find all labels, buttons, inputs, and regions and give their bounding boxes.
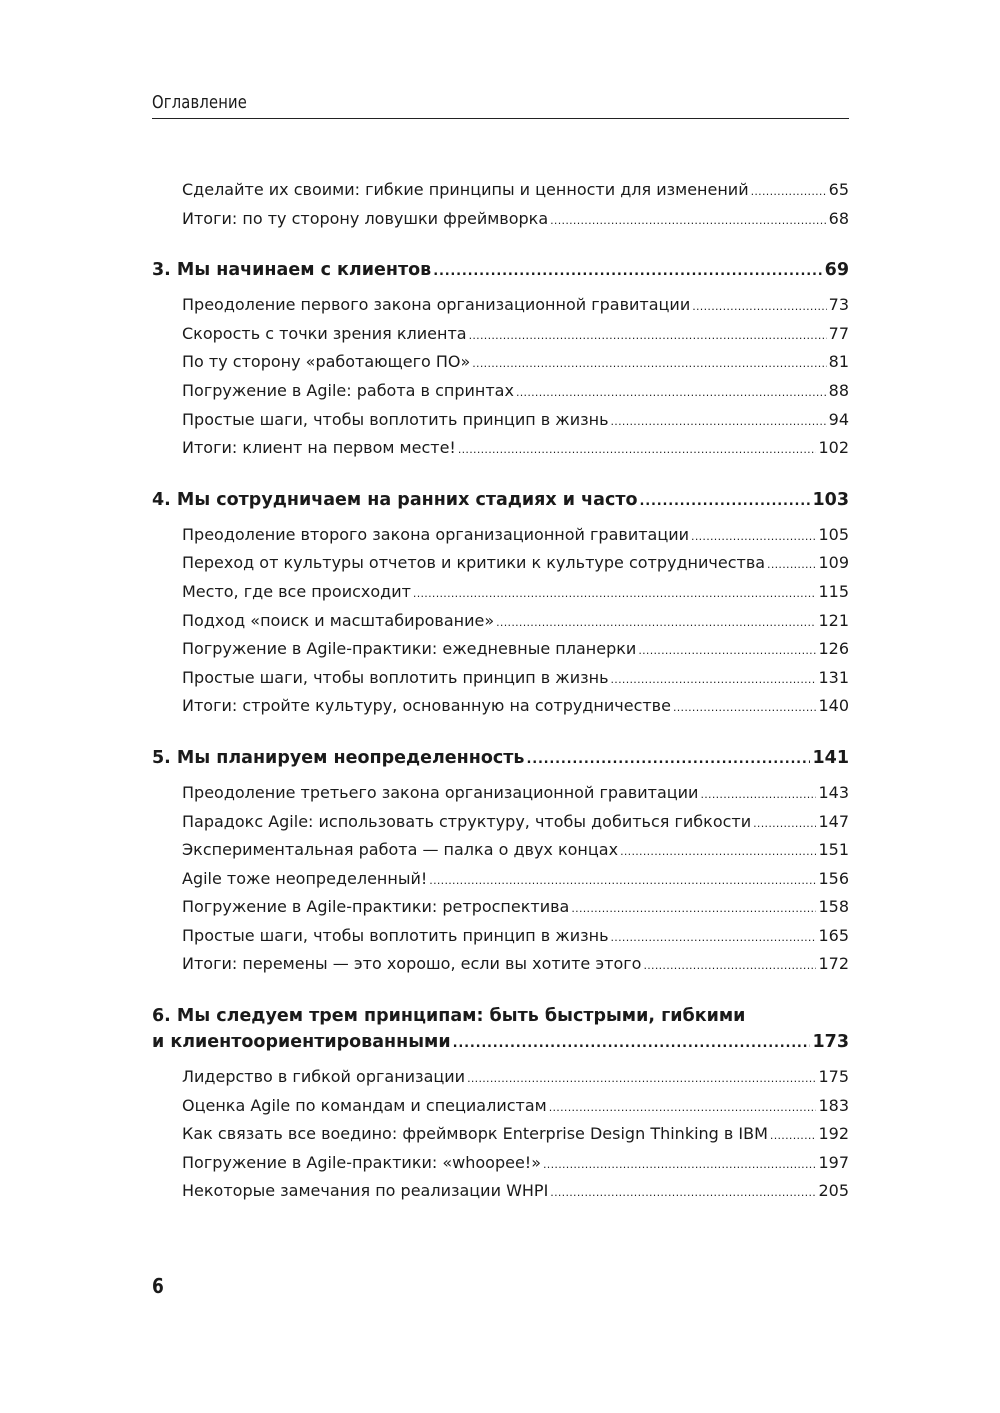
running-head-title: Оглавление bbox=[152, 92, 248, 113]
toc-entry-page: 158 bbox=[818, 897, 849, 917]
toc-entry-page: 140 bbox=[818, 696, 849, 716]
toc-entry bbox=[152, 836, 849, 865]
chapter-6-entries bbox=[152, 1063, 849, 1206]
toc-entry-title: Подход «поиск и масштабирование» bbox=[182, 610, 495, 630]
toc-entry-page: 143 bbox=[818, 782, 849, 802]
toc-entry-title: Экспериментальная работа — палка о двух концах bbox=[182, 840, 619, 860]
toc-entry-title: Место, где все происходит bbox=[182, 581, 411, 601]
dot-leader bbox=[770, 1122, 817, 1151]
toc-entry-title: Простые шаги, чтобы воплотить принцип в жизнь bbox=[182, 409, 609, 429]
chapter-title-line1: 6. Мы следуем трем принципам: быть быстрыми, гибкими bbox=[152, 1006, 746, 1027]
toc-entry-page: 81 bbox=[828, 352, 849, 372]
toc-entry-page: 205 bbox=[818, 1181, 849, 1201]
chapter-page: 141 bbox=[812, 747, 849, 768]
toc-entry-title: Итоги: перемены — это хорошо, если вы хотите этого bbox=[182, 954, 642, 974]
toc-entry-page: 147 bbox=[818, 811, 849, 831]
intro-section bbox=[152, 176, 849, 233]
chapter-page: 103 bbox=[812, 489, 849, 510]
toc-entry-title: Agile тоже неопределенный! bbox=[182, 868, 428, 888]
toc-entry bbox=[152, 434, 849, 463]
toc-entry bbox=[152, 865, 849, 894]
dot-leader bbox=[620, 838, 816, 867]
toc-entry bbox=[152, 578, 849, 607]
toc-entry-title: Сделайте их своими: гибкие принципы и ценности для изменений bbox=[182, 180, 749, 199]
dot-leader bbox=[549, 1094, 817, 1123]
running-head bbox=[152, 88, 849, 119]
chapter-4-entries bbox=[152, 521, 849, 721]
toc-entry-title: Итоги: клиент на первом месте! bbox=[182, 438, 456, 458]
dot-leader bbox=[550, 207, 827, 236]
toc-entry-title: Погружение в Agile-практики: ретроспектива bbox=[182, 897, 570, 917]
dot-leader bbox=[453, 1031, 811, 1057]
toc-entry-page: 94 bbox=[828, 409, 849, 429]
toc-entry bbox=[152, 1177, 849, 1206]
toc-entry bbox=[152, 521, 849, 550]
dot-leader bbox=[550, 1179, 816, 1208]
toc-entry bbox=[152, 1063, 849, 1092]
dot-leader bbox=[767, 551, 816, 580]
toc-entry bbox=[152, 779, 849, 808]
chapter-heading bbox=[152, 257, 849, 283]
dot-leader bbox=[751, 178, 827, 207]
toc-entry-title: Простые шаги, чтобы воплотить принцип в жизнь bbox=[182, 925, 609, 945]
toc-entry-title: Переход от культуры отчетов и критики к культуре сотрудничества bbox=[182, 553, 766, 573]
page-number: 6 bbox=[152, 1274, 164, 1298]
toc-entry-page: 172 bbox=[818, 954, 849, 974]
toc-entry bbox=[152, 1149, 849, 1178]
toc-entry bbox=[152, 320, 849, 349]
toc-entry-title: Оценка Agile по командам и специалистам bbox=[182, 1095, 547, 1115]
toc-entry bbox=[152, 406, 849, 435]
dot-leader bbox=[692, 293, 826, 322]
dot-leader bbox=[433, 259, 822, 285]
toc-entry bbox=[152, 692, 849, 721]
chapter-3 bbox=[152, 257, 849, 283]
dot-leader bbox=[526, 747, 810, 773]
toc-entry-title: Некоторые замечания по реализации WHPI bbox=[182, 1181, 549, 1201]
toc-entry-page: 77 bbox=[828, 323, 849, 343]
dot-leader bbox=[429, 867, 816, 896]
dot-leader bbox=[467, 1065, 816, 1094]
toc-entry-title: Преодоление первого закона организационной гравитации bbox=[182, 295, 691, 315]
toc-entry-page: 183 bbox=[818, 1095, 849, 1115]
chapter-5-entries bbox=[152, 779, 849, 979]
toc-entry bbox=[152, 1092, 849, 1121]
toc-entry bbox=[152, 205, 849, 234]
dot-leader bbox=[571, 895, 816, 924]
toc-entry bbox=[152, 1120, 849, 1149]
toc-entry bbox=[152, 377, 849, 406]
toc-entry-page: 131 bbox=[818, 667, 849, 687]
toc-entry-page: 105 bbox=[818, 524, 849, 544]
table-of-contents bbox=[152, 176, 849, 1206]
toc-entry-title: Итоги: стройте культуру, основанную на сотрудничестве bbox=[182, 696, 671, 716]
toc-entry-title: Лидерство в гибкой организации bbox=[182, 1067, 466, 1087]
dot-leader bbox=[413, 580, 817, 609]
chapter-page: 173 bbox=[812, 1032, 849, 1053]
toc-entry bbox=[152, 176, 849, 205]
toc-entry bbox=[152, 893, 849, 922]
toc-entry-title: Погружение в Agile: работа в спринтах bbox=[182, 380, 514, 400]
toc-entry-page: 73 bbox=[828, 295, 849, 315]
chapter-title: 4. Мы сотрудничаем на ранних стадиях и часто bbox=[152, 489, 638, 510]
chapter-3-entries bbox=[152, 291, 849, 463]
toc-entry-title: Как связать все воедино: фреймворк Enterprise Design Thinking в IBM bbox=[182, 1124, 768, 1144]
toc-entry-title: Преодоление третьего закона организационной гравитации bbox=[182, 782, 699, 802]
toc-entry-page: 65 bbox=[828, 180, 849, 199]
toc-entry-title: Итоги: по ту сторону ловушки фреймворка bbox=[182, 208, 549, 228]
dot-leader bbox=[673, 694, 817, 723]
chapter-title: и клиентоориентированными bbox=[152, 1032, 451, 1053]
toc-entry-page: 126 bbox=[818, 639, 849, 659]
toc-entry-page: 68 bbox=[828, 208, 849, 228]
dot-leader bbox=[611, 408, 827, 437]
chapter-heading bbox=[152, 1029, 849, 1055]
dot-leader bbox=[643, 952, 816, 981]
dot-leader bbox=[458, 436, 817, 465]
toc-entry-page: 102 bbox=[818, 438, 849, 458]
toc-entry-title: Парадокс Agile: использовать структуру, чтобы добиться гибкости bbox=[182, 811, 752, 831]
dot-leader bbox=[640, 489, 811, 515]
toc-entry bbox=[152, 348, 849, 377]
chapter-title: 5. Мы планируем неопределенность bbox=[152, 747, 525, 768]
toc-entry bbox=[152, 664, 849, 693]
toc-entry-page: 197 bbox=[818, 1152, 849, 1172]
toc-entry-page: 151 bbox=[818, 840, 849, 860]
toc-entry bbox=[152, 607, 849, 636]
dot-leader bbox=[496, 609, 816, 638]
toc-entry-page: 88 bbox=[828, 380, 849, 400]
toc-entry-title: Скорость с точки зрения клиента bbox=[182, 323, 467, 343]
toc-entry-title: Преодоление второго закона организационной гравитации bbox=[182, 524, 690, 544]
chapter-title: 3. Мы начинаем с клиентов bbox=[152, 260, 432, 281]
dot-leader bbox=[700, 781, 816, 810]
toc-entry-title: По ту сторону «работающего ПО» bbox=[182, 352, 471, 372]
chapter-heading bbox=[152, 745, 849, 771]
dot-leader bbox=[543, 1151, 816, 1180]
toc-entry bbox=[152, 922, 849, 951]
toc-entry bbox=[152, 291, 849, 320]
chapter-heading bbox=[152, 487, 849, 513]
dot-leader bbox=[469, 322, 827, 351]
toc-entry-title: Погружение в Agile-практики: ежедневные планерки bbox=[182, 639, 637, 659]
dot-leader bbox=[611, 924, 817, 953]
toc-entry-page: 192 bbox=[818, 1124, 849, 1144]
dot-leader bbox=[691, 523, 816, 552]
dot-leader bbox=[638, 637, 816, 666]
toc-entry-page: 175 bbox=[818, 1067, 849, 1087]
dot-leader bbox=[611, 666, 817, 695]
chapter-4 bbox=[152, 487, 849, 513]
dot-leader bbox=[753, 810, 816, 839]
dot-leader bbox=[516, 379, 827, 408]
toc-entry-title: Погружение в Agile-практики: «whoopee!» bbox=[182, 1152, 542, 1172]
toc-entry bbox=[152, 808, 849, 837]
toc-entry-page: 109 bbox=[818, 553, 849, 573]
toc-entry-page: 121 bbox=[818, 610, 849, 630]
toc-entry-title: Простые шаги, чтобы воплотить принцип в жизнь bbox=[182, 667, 609, 687]
chapter-6 bbox=[152, 1003, 849, 1055]
chapter-5 bbox=[152, 745, 849, 771]
toc-entry-page: 115 bbox=[818, 581, 849, 601]
chapter-page: 69 bbox=[824, 260, 849, 281]
dot-leader bbox=[472, 350, 826, 379]
toc-entry-page: 156 bbox=[818, 868, 849, 888]
toc-entry bbox=[152, 950, 849, 979]
toc-entry-page: 165 bbox=[818, 925, 849, 945]
toc-entry bbox=[152, 635, 849, 664]
toc-entry bbox=[152, 549, 849, 578]
